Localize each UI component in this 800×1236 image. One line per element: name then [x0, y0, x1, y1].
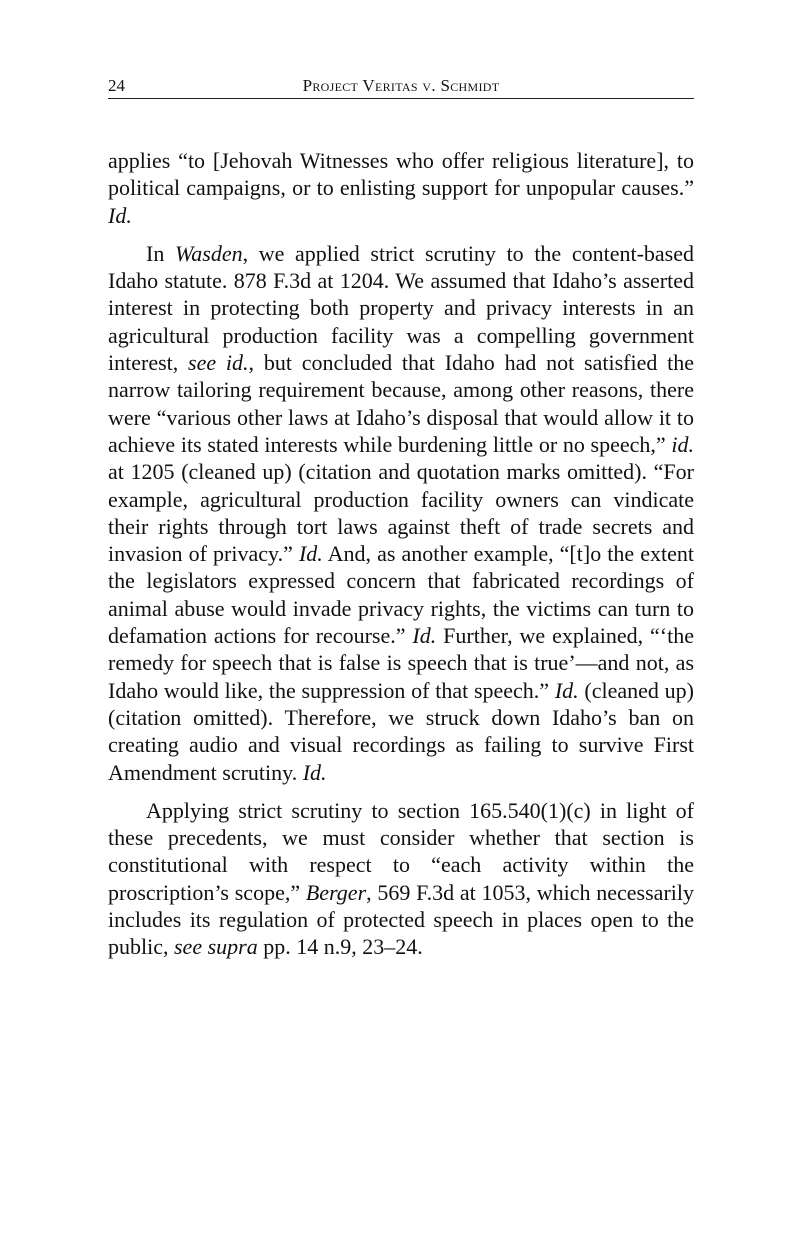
text-run: In: [146, 240, 175, 266]
text-run: , but concluded that Idaho had not satisfied the narrow tailoring requirement because, among other reasons, there were “various other laws at Idaho’s disposal that would allow it to achieve its stated interests while burdening little or no speech,”: [108, 350, 695, 457]
text-run: Further, we explained, “‘the remedy for speech that is false is speech that is true’—and not, as Idaho would like, the suppression of that speech.”: [108, 623, 694, 703]
citation-italic: Id.: [302, 759, 327, 785]
text-run: And, as another example, “[t]o the extent the legislators expressed concern that fabricated recordings of animal abuse would invade privacy rights, the victims can turn to defamation actions for recourse.”: [108, 541, 694, 649]
citation-italic: Id.: [108, 202, 132, 228]
text-run: , we applied strict scrutiny to the content-based Idaho statute. 878 F.3d at 1204. We assumed that Idaho’s asserted interest in protecting both property and privacy interests in an agricultural production facility was a compelling government interest,: [108, 240, 694, 376]
paragraph-3: [108, 797, 694, 961]
text-run: Applying strict scrutiny to section 165.540(1)(c) in light of these precedents, we must consider whether that section is constitutional with respect to “each activity within the proscription’s scope,”: [108, 797, 694, 905]
body-text: [108, 147, 694, 961]
paragraph-2: [108, 240, 694, 786]
text-run: (cleaned up) (citation omitted). Therefore, we struck down Idaho’s ban on creating audio and visual recordings as failing to survive First Amendment scrutiny.: [108, 677, 695, 785]
citation-italic: see supra: [174, 934, 258, 960]
citation-italic: Id.: [554, 677, 579, 703]
running-header: [108, 72, 694, 99]
citation-italic: id.: [671, 431, 694, 457]
paragraph-1: [108, 147, 694, 229]
text-run: at 1205 (cleaned up) (citation and quotation marks omitted). “For example, agricultural production facility owners can vindicate their rights through tort laws against theft of trade secrets and invasion of privacy.”: [108, 459, 694, 567]
citation-italic: see id.: [188, 350, 249, 376]
text-run: pp. 14 n.9, 23–24.: [257, 934, 423, 960]
citation-italic: Id.: [298, 541, 323, 567]
case-title: Project Veritas v. Schmidt: [302, 76, 500, 95]
citation-italic: Wasden: [174, 240, 243, 266]
page-number: 24: [108, 76, 125, 95]
text-run: , 569 F.3d at 1053, which necessarily includes its regulation of protected speech in places open to the public,: [108, 879, 694, 960]
citation-italic: Id.: [412, 623, 437, 649]
citation-italic: Berger: [305, 879, 367, 905]
document-page: [108, 72, 694, 972]
text-run: applies “to [Jehovah Witnesses who offer religious literature], to political campaigns, or to enlisting support for unpopular causes.”: [108, 148, 694, 201]
